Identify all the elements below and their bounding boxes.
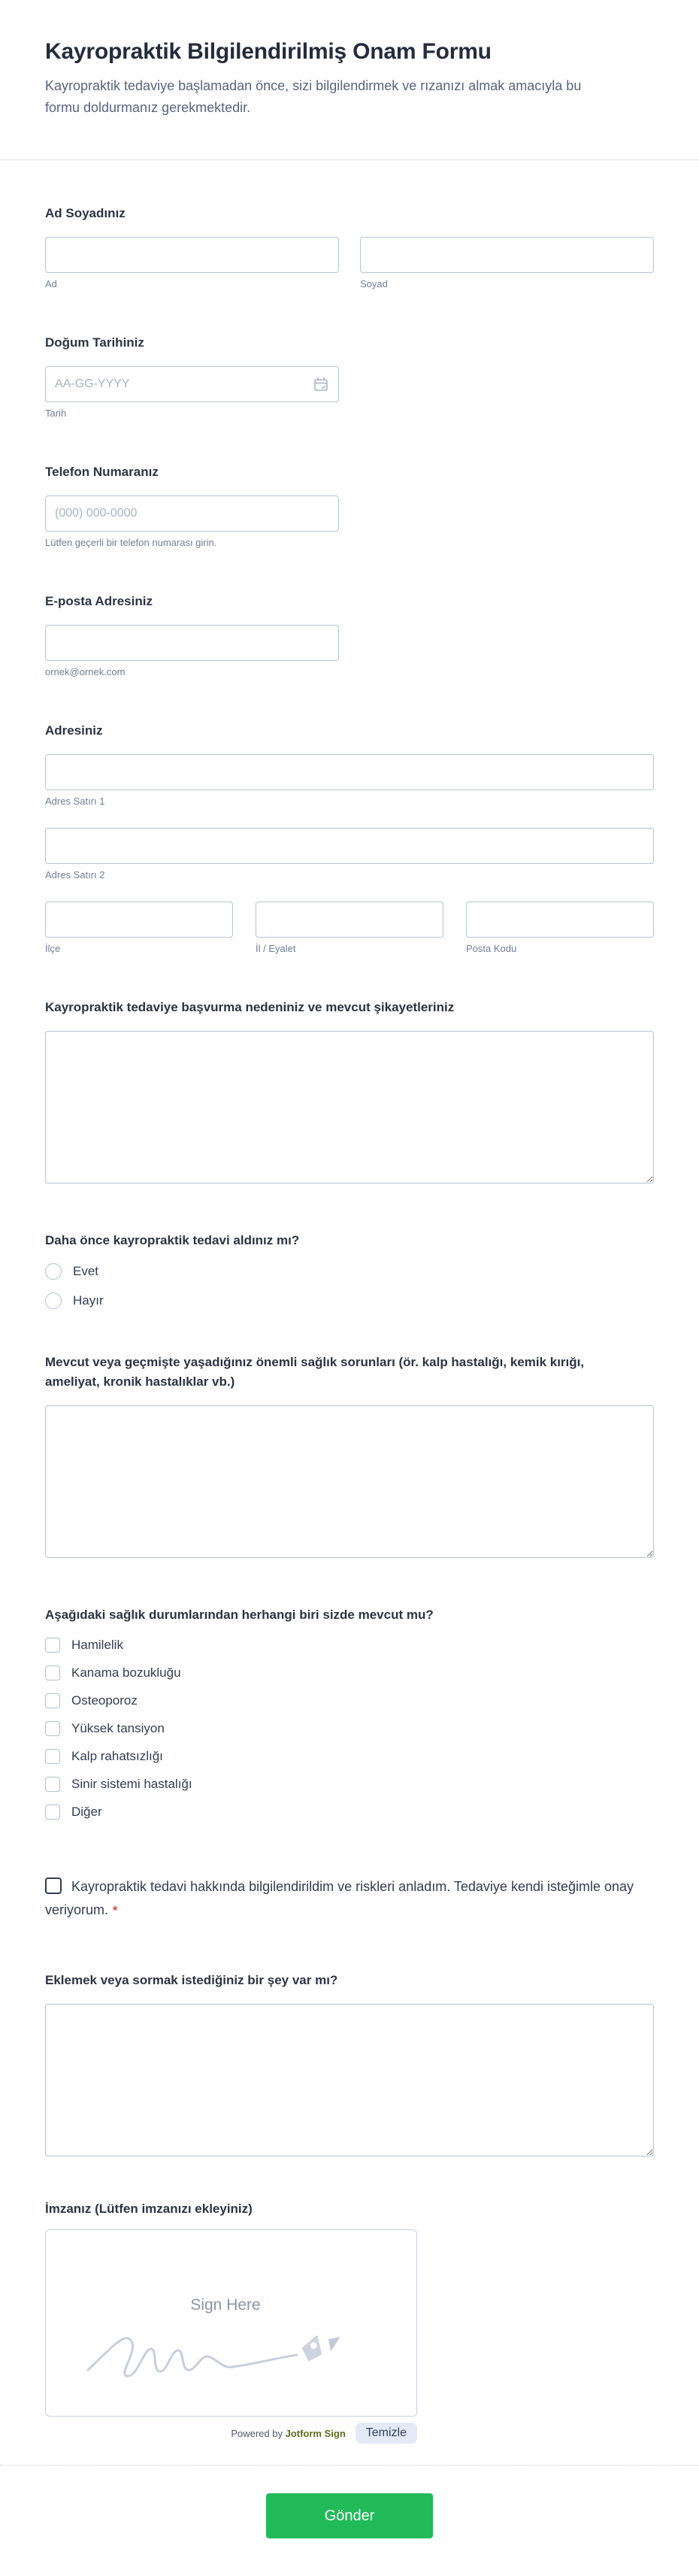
checkbox-icon[interactable] bbox=[45, 1749, 60, 1764]
address-line2-input[interactable] bbox=[45, 828, 654, 864]
field-health-history bbox=[45, 1353, 654, 1562]
address-zip-sublabel: Posta Kodu bbox=[466, 943, 517, 954]
health-conditions-label: Aşağıdaki sağlık durumlarından herhangi biri sizde mevcut mu? bbox=[45, 1608, 434, 1622]
page-subtitle: Kayropraktik tedaviye başlamadan önce, sizi bilgilendirmek ve rızanızı almak amacıyla bu formu doldurmanız gerekmektedir. bbox=[45, 78, 582, 115]
jotform-sign-brand: Jotform Sign bbox=[285, 2427, 346, 2439]
sign-here-text: Sign Here bbox=[190, 2296, 261, 2314]
signature-pad[interactable] bbox=[45, 2229, 417, 2417]
address-state-input[interactable] bbox=[256, 902, 443, 938]
complaints-label: Kayropraktik tedaviye başvurma nedeniniz ve mevcut şikayetleriniz bbox=[45, 1000, 455, 1014]
field-address bbox=[45, 721, 654, 954]
field-email bbox=[45, 592, 654, 677]
address-label: Adresiniz bbox=[45, 723, 103, 738]
checkbox-option-osteoporoz[interactable] bbox=[45, 1693, 654, 1708]
signature-squiggle-pen-icon bbox=[82, 2302, 383, 2385]
form-header bbox=[0, 0, 699, 160]
powered-by-label: Powered by bbox=[231, 2427, 283, 2439]
checkbox-icon[interactable] bbox=[45, 1638, 60, 1653]
radio-option-evet[interactable] bbox=[45, 1263, 654, 1280]
signature-clear-button[interactable]: Temizle bbox=[356, 2423, 417, 2444]
address-city-input[interactable] bbox=[45, 902, 233, 938]
checkbox-option-label: Yüksek tansiyon bbox=[71, 1721, 165, 1735]
radio-option-label: Hayır bbox=[73, 1293, 104, 1308]
checkbox-icon[interactable] bbox=[45, 1693, 60, 1708]
comments-label: Eklemek veya sormak istediğiniz bir şey var mı? bbox=[45, 1973, 338, 1987]
checkbox-option-kalp[interactable] bbox=[45, 1749, 654, 1764]
birth-date-label: Doğum Tarihiniz bbox=[45, 335, 144, 350]
previous-treatment-label: Daha önce kayropraktik tedavi aldınız mı? bbox=[45, 1233, 300, 1247]
address-city-sublabel: İlçe bbox=[45, 943, 61, 954]
field-complaints bbox=[45, 998, 654, 1187]
birth-date-input[interactable] bbox=[45, 366, 339, 402]
radio-option-hayir[interactable] bbox=[45, 1293, 654, 1309]
field-birth-date bbox=[45, 333, 654, 419]
field-health-conditions bbox=[45, 1605, 654, 1820]
phone-sublabel: Lütfen geçerli bir telefon numarası girin. bbox=[45, 537, 217, 548]
health-history-textarea[interactable] bbox=[45, 1405, 654, 1558]
powered-by-text bbox=[231, 2428, 345, 2439]
address-line1-input[interactable] bbox=[45, 754, 654, 790]
complaints-textarea[interactable] bbox=[45, 1031, 654, 1183]
address-zip-input[interactable] bbox=[466, 902, 654, 938]
radio-icon[interactable] bbox=[45, 1293, 62, 1309]
required-asterisk: * bbox=[113, 1905, 118, 1917]
checkbox-option-diger[interactable] bbox=[45, 1805, 654, 1820]
consent-checkbox-row[interactable] bbox=[45, 1875, 639, 1923]
checkbox-icon[interactable] bbox=[45, 1777, 60, 1792]
first-name-input[interactable] bbox=[45, 237, 339, 273]
checkbox-option-kanama[interactable] bbox=[45, 1665, 654, 1680]
checkbox-option-tansiyon[interactable] bbox=[45, 1721, 654, 1736]
address-line1-sublabel: Adres Satırı 1 bbox=[45, 796, 105, 807]
first-name-sublabel: Ad bbox=[45, 278, 57, 289]
checkbox-icon[interactable] bbox=[45, 1665, 60, 1680]
phone-label: Telefon Numaranız bbox=[45, 465, 159, 479]
checkbox-option-label: Kalp rahatsızlığı bbox=[71, 1749, 163, 1763]
last-name-sublabel: Soyad bbox=[360, 278, 388, 289]
address-line2-sublabel: Adres Satırı 2 bbox=[45, 869, 105, 880]
comments-textarea[interactable] bbox=[45, 2004, 654, 2156]
checkbox-option-hamilelik[interactable] bbox=[45, 1638, 654, 1653]
consent-text: Kayropraktik tedavi hakkında bilgilendirildim ve riskleri anladım. Tedaviye kendi isteğimle onay veriyorum. bbox=[45, 1879, 634, 1917]
field-signature bbox=[45, 2199, 654, 2444]
page-title: Kayropraktik Bilgilendirilmiş Onam Formu bbox=[45, 39, 492, 64]
checkbox-option-label: Sinir sistemi hastalığı bbox=[71, 1777, 192, 1791]
checkbox-option-label: Diğer bbox=[71, 1805, 102, 1819]
email-label: E-posta Adresiniz bbox=[45, 594, 153, 608]
checkbox-option-label: Hamilelik bbox=[71, 1638, 123, 1652]
phone-input[interactable] bbox=[45, 496, 339, 532]
submit-button[interactable]: Gönder bbox=[266, 2493, 433, 2538]
checkbox-option-label: Osteoporoz bbox=[71, 1693, 138, 1708]
email-sublabel: ornek@ornek.com bbox=[45, 666, 126, 677]
field-phone bbox=[45, 462, 654, 548]
field-previous-treatment bbox=[45, 1231, 654, 1309]
full-name-label: Ad Soyadınız bbox=[45, 206, 126, 220]
birth-date-sublabel: Tarih bbox=[45, 408, 67, 419]
field-comments bbox=[45, 1971, 654, 2160]
signature-label: İmzanız (Lütfen imzanızı ekleyiniz) bbox=[45, 2202, 253, 2216]
calendar-check-icon[interactable] bbox=[313, 376, 329, 392]
form-body bbox=[0, 204, 699, 2444]
checkbox-icon[interactable] bbox=[45, 1721, 60, 1736]
address-state-sublabel: İl / Eyalet bbox=[256, 943, 296, 954]
field-full-name bbox=[45, 204, 654, 289]
submit-area bbox=[0, 2465, 699, 2576]
checkbox-option-sinir[interactable] bbox=[45, 1777, 654, 1792]
checkbox-icon[interactable] bbox=[45, 1805, 60, 1820]
radio-option-label: Evet bbox=[73, 1264, 99, 1278]
consent-checkbox-icon[interactable] bbox=[45, 1877, 62, 1894]
last-name-input[interactable] bbox=[360, 237, 654, 273]
radio-icon[interactable] bbox=[45, 1263, 62, 1280]
health-history-label: Mevcut veya geçmişte yaşadığınız önemli sağlık sorunları (ör. kalp hastalığı, kemik kırığı, ameliyat, kronik hastalıklar vb.) bbox=[45, 1355, 585, 1389]
signature-footer bbox=[45, 2423, 417, 2444]
checkbox-option-label: Kanama bozukluğu bbox=[71, 1665, 181, 1680]
email-input[interactable] bbox=[45, 625, 339, 661]
